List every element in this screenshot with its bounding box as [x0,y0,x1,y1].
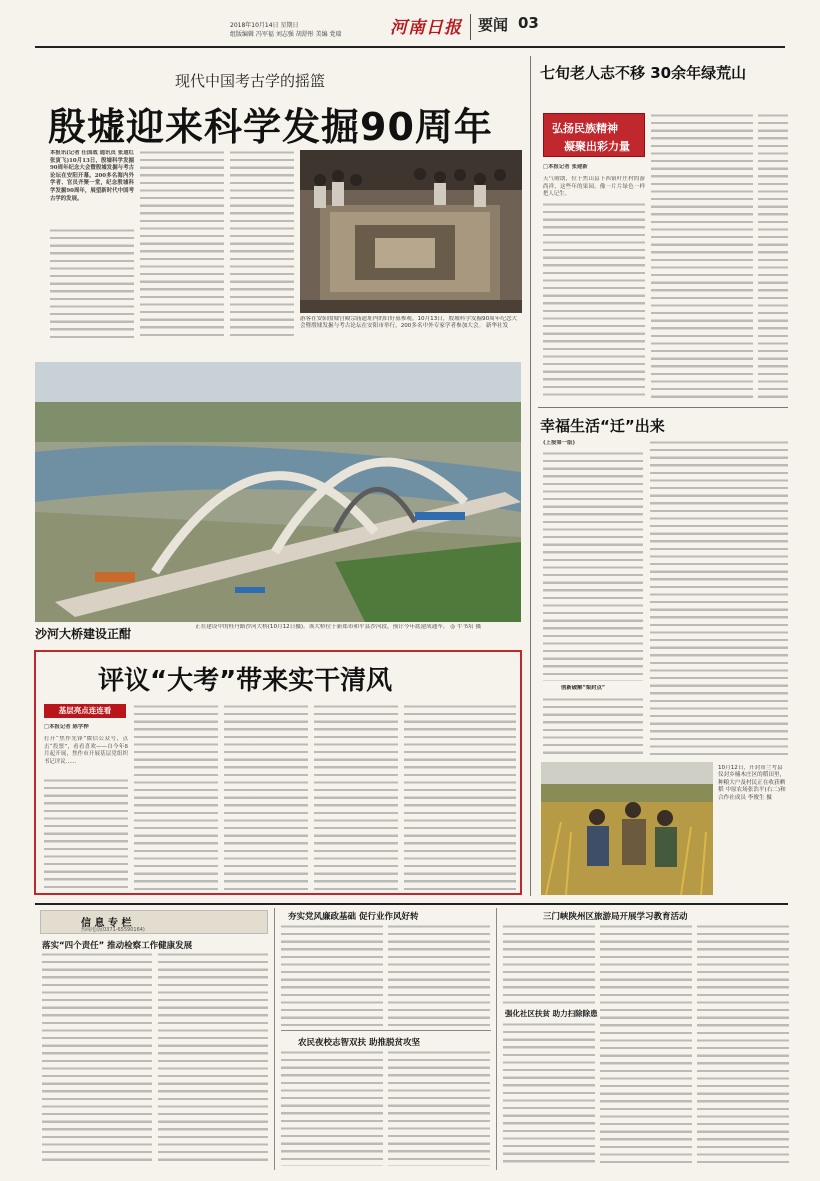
lead-byline: 本报讯(记者 任国战 通讯员 张道红 张寅飞)10月13日，殷墟科学发掘90周年纪念大会暨殷墟发掘与考古论坛在安阳开幕。200多名海内外学者、官员齐聚一堂，纪念殷墟科学发掘90周年，展望新时代中国考古学的发展。 [50,150,134,202]
col2-text-d [388,1050,490,1166]
review-body-col1 [44,778,128,890]
col2-mid-rule [281,1030,491,1031]
right-top-byline: □本报记者 张建新 [543,164,588,170]
col3-text-a [503,924,595,1004]
col3-text-d [697,924,789,1166]
review-body-col5 [404,704,516,890]
review-body-col4 [314,704,398,890]
lead-headline: 殷墟迎来科学发掘90周年 [48,105,493,149]
review-box [34,650,522,895]
masthead-rule [35,46,785,48]
col3-headline: 三门峡陕州区旅游局开展学习教育活动 [543,912,688,922]
harvest-photo [541,762,713,895]
masthead-date: 2018年10月14日 星期日 [230,22,299,29]
review-body-col2 [134,704,218,890]
museum-photo-image [300,150,522,313]
bottom-divider-1 [274,908,275,1170]
right-top-col3 [758,113,788,398]
right-mid-headline: 幸福生活“迁”出来 [540,417,665,435]
banner-line2: 凝聚出彩力量 [564,140,630,153]
right-mid-sub-heading1: 创新破解“梨封点” [561,685,605,691]
right-top-headline: 七旬老人志不移 30余年绿荒山 [540,64,747,82]
harvest-caption: 10月12日，开封市兰考县仪封乡楠木庄区的稻田里，种粮大户及村民正在收获晒稻 中原农场张浩平(右二)和合作社成员 李俊生 摄 [718,765,786,801]
review-intro: 打开“焦作先锋”微信公众号，点击“投票”，看看喜欢——自今年8月起开展，焦作市开展基层党组织书记评议…… [44,736,128,765]
review-byline: □本报记者 陈学桦 [44,724,89,730]
page-number: 03 [518,14,539,32]
section-name: 要闻 [478,16,509,34]
col3-text-b [503,1022,595,1166]
lead-body-col3 [230,150,294,340]
col1-text-b [158,952,268,1164]
right-mid-sub-top: (上接第一版) [543,440,576,446]
col2-text-a [281,924,383,1026]
bridge-caption: 正在建设中的桂丹路沙河大桥(10月12日摄)。该大桥位于新郑市和平县沙河段，预计今年底建成通车。 ◎ 牛书培 摄 [195,624,482,630]
info-sub: 热线电话(0371-65590164) [81,927,145,933]
col1-headline: 落实“四个责任” 推动检察工作健康发展 [42,941,193,951]
masthead-divider [470,14,471,40]
review-tag: 基层亮点连连看 [44,704,126,718]
bottom-divider-2 [496,908,497,1170]
bridge-photo-image [35,362,521,622]
col2-text-b [388,924,490,1026]
right-top-text: 天气晴朗，位于焦山县下西镇叶庄村的游尚祥，这些年的果园，像一片片绿色一样把人记生。 [543,176,645,198]
bridge-headline: 沙河大桥建设正酣 [35,627,132,641]
right-mid-col1 [543,451,643,681]
column-divider [530,56,531,896]
right-mid-rule [538,407,788,408]
review-headline: 评议“大考”带来实干清风 [98,666,393,696]
col3-headline2: 强化社区扶贫 助力扫除除患 [505,1009,598,1018]
lead-body-col2 [140,150,224,340]
col3-text-c [600,924,692,1166]
bottom-rule [35,903,788,905]
masthead [0,0,820,56]
col2-headline2: 农民夜校志智双扶 助推脱贫攻坚 [298,1038,420,1048]
lead-photo [300,150,522,313]
lead-photo-caption: 游客在安阳殷墟宫殿宗庙遗址内的妇好墓参观。10月13日，殷墟科学发掘90周年纪念大会暨殷墟发掘与考古论坛在安阳市举行，200多名中外专家学者参加大会。 新华社发 [300,316,518,330]
right-mid-col2 [650,440,788,757]
lead-kicker: 现代中国考古学的摇篮 [175,72,326,90]
col2-text-c [281,1050,383,1166]
right-mid-col1b [543,697,643,757]
right-top-col2 [651,113,753,398]
col2-headline1: 夯实党风廉政基础 促行业作风好转 [288,912,419,922]
bridge-photo [35,362,521,622]
info-header [40,910,268,934]
paper-name: 河南日报 [390,18,462,38]
right-top-col1 [543,202,645,398]
right-top-banner [543,113,645,157]
col1-text-a [42,952,152,1164]
harvest-photo-image [541,762,713,895]
review-body-col3 [224,704,308,890]
info-title: 信 息 专 栏 [81,918,132,929]
lead-body-col1-more [50,228,134,338]
banner-line1: 弘扬民族精神 [552,122,618,135]
masthead-editors: 组版编辑 冯军福 刘志强 胡舒彤 美编 党瑞 [230,31,342,38]
